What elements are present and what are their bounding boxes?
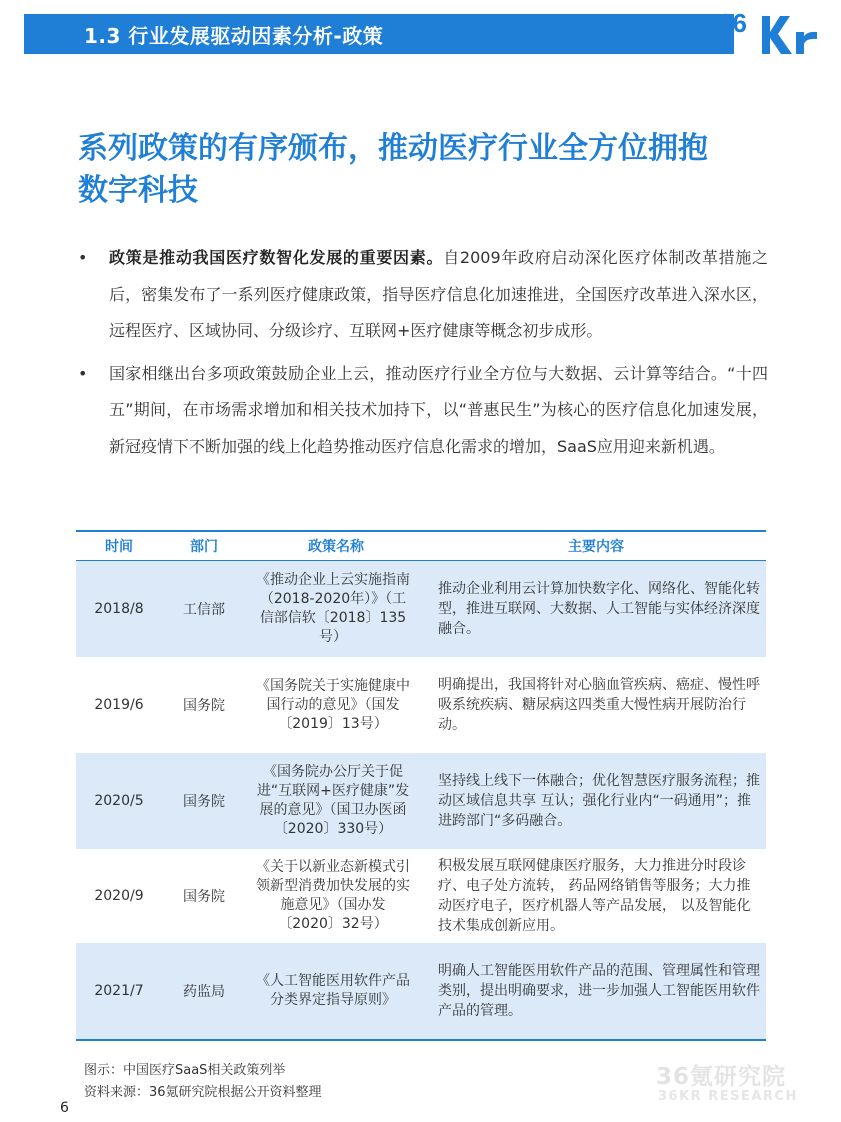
- cell-policy: 《推动企业上云实施指南（2018-2020年）》（工信部信软〔2018〕135号）: [246, 561, 426, 658]
- cell-dept: 药监局: [162, 943, 246, 1040]
- table-row: [76, 943, 766, 1040]
- cell-time: 2019/6: [94, 697, 144, 713]
- svg-text:36: 36: [718, 8, 747, 38]
- cell-content: 推动企业利用云计算加快数字化、网络化、智能化转型，推进互联网、大数据、人工智能与实体经济深度融合。: [426, 561, 766, 658]
- main-title-line2: 数字科技: [78, 173, 198, 208]
- main-title: [78, 128, 778, 212]
- cell-dept: 国务院: [183, 889, 225, 905]
- cell-content: 坚持线上线下一体融合；优化智慧医疗服务流程；推动区域信息共享 互认；强化行业内“一码通用”；推进跨部门“多码融合。: [426, 753, 766, 849]
- table-row: [76, 657, 766, 753]
- bullet-list: [78, 240, 768, 471]
- bullet-marker: •: [78, 248, 88, 267]
- bullet-item: [78, 240, 768, 350]
- table-header-row: [76, 531, 766, 561]
- cell-time: 2021/7: [76, 943, 162, 1040]
- table-row: [76, 849, 766, 943]
- table-row: [76, 753, 766, 849]
- policy-table: [76, 530, 766, 1041]
- figure-caption: [84, 1060, 322, 1104]
- cell-policy: 《国务院办公厅关于促进“互联网+医疗健康”发展的意见》（国卫办医函〔2020〕330号）: [246, 753, 426, 849]
- header-dept: 部门: [162, 531, 246, 561]
- cell-policy: 《国务院关于实施健康中国行动的意见》（国发〔2019〕13号）: [256, 677, 410, 732]
- page-section-title: 1.3 行业发展驱动因素分析-政策: [84, 24, 384, 48]
- watermark-en: 36KR RESEARCH: [658, 1089, 798, 1104]
- cell-content: 积极发展互联网健康医疗服务，大力推进分时段诊疗、电子处方流转， 药品网络销售等服务；大力推动医疗电子，医疗机器人等产品发展， 以及智能化技术集成创新应用。: [438, 858, 751, 934]
- cell-time: 2020/5: [76, 753, 162, 849]
- bullet-text: 自2009年政府启动深化医疗体制改革措施之后，密集发布了一系列医疗健康政策，指导医疗信息化加速推进，全国医疗改革进入深水区，远程医疗、区域协同、分级诊疗、互联网+医疗健康等概念初步成形。: [109, 248, 768, 340]
- cell-policy: 《人工智能医用软件产品分类界定指导原则》: [246, 943, 426, 1040]
- 36kr-logo: [718, 2, 818, 54]
- page-number: 6: [60, 1100, 69, 1116]
- bullet-text: 国家相继出台多项政策鼓励企业上云，推动医疗行业全方位与大数据、云计算等结合。“十四五”期间，在市场需求增加和相关技术加持下，以“普惠民生”为核心的医疗信息化加速发展，新冠疫情下不断加强的线上化趋势推动医疗信息化需求的增加，SaaS应用迎来新机遇。: [109, 363, 768, 456]
- header-time: 时间: [76, 531, 162, 561]
- cell-dept: 工信部: [162, 561, 246, 658]
- cell-dept: 国务院: [162, 753, 246, 849]
- caption-figure: 图示：中国医疗SaaS相关政策列举: [84, 1063, 286, 1078]
- header-content: 主要内容: [426, 531, 766, 561]
- cell-policy: 《关于以新业态新模式引领新型消费加快发展的实施意见》（国办发〔2020〕32号）: [256, 859, 410, 932]
- cell-content: 明确提出，我国将针对心脑血管疾病、癌症、慢性呼吸系统疾病、糖尿病这四类重大慢性病开展防治行动。: [438, 677, 760, 733]
- main-title-line1: 系列政策的有序颁布，推动医疗行业全方位拥抱: [78, 131, 708, 166]
- cell-time: 2020/9: [94, 888, 144, 904]
- table-row: [76, 561, 766, 658]
- watermark-cn: 36氪研究院: [656, 1064, 787, 1090]
- cell-content: 明确人工智能医用软件产品的范围、管理属性和管理类别，提出明确要求，进一步加强人工智能医用软件产品的管理。: [426, 943, 766, 1040]
- cell-time: 2018/8: [76, 561, 162, 658]
- header-policy: 政策名称: [246, 531, 426, 561]
- cell-dept: 国务院: [183, 698, 225, 714]
- bullet-bold-lead: 政策是推动我国医疗数智化发展的重要因素。: [109, 248, 444, 267]
- caption-source: 资料来源：36氪研究院根据公开资料整理: [84, 1085, 322, 1100]
- bullet-marker: •: [78, 363, 88, 383]
- bullet-item: [78, 356, 768, 466]
